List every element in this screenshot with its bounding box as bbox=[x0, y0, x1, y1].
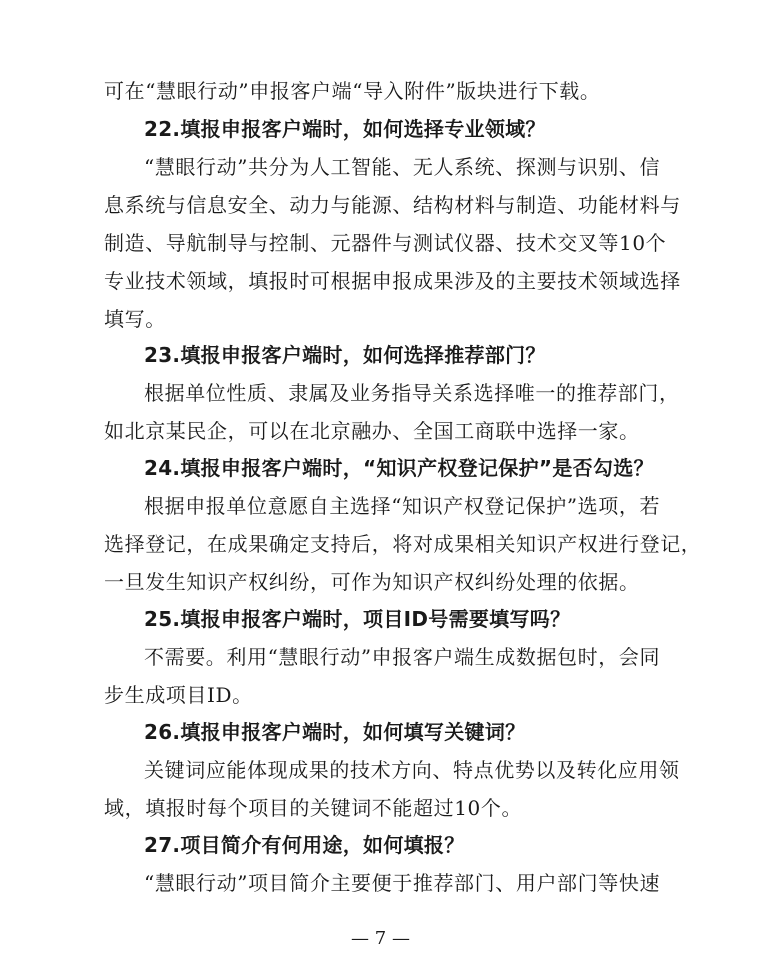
paragraph-line: 如北京某民企，可以在北京融办、全国工商联中选择一家。 bbox=[104, 419, 640, 443]
question-heading-22: 22.填报申报客户端时，如何选择专业领域？ bbox=[144, 117, 546, 141]
paragraph-line: 根据单位性质、隶属及业务指导关系选择唯一的推荐部门， bbox=[144, 381, 680, 405]
question-heading-26: 26.填报申报客户端时，如何填写关键词？ bbox=[144, 720, 526, 744]
paragraph-line: “慧眼行动”项目简介主要便于推荐部门、用户部门等快速 bbox=[144, 871, 661, 895]
page-number: — 7 — bbox=[351, 928, 410, 949]
question-heading-27: 27.项目简介有何用途，如何填报？ bbox=[144, 833, 465, 857]
question-heading-24: 24.填报申报客户端时，“知识产权登记保护”是否勾选？ bbox=[144, 456, 654, 480]
paragraph-line: 可在“慧眼行动”申报客户端“导入附件”版块进行下载。 bbox=[104, 79, 601, 103]
paragraph-line: 填写。 bbox=[104, 307, 166, 331]
paragraph-line: “慧眼行动”共分为人工智能、无人系统、探测与识别、信 bbox=[144, 155, 661, 179]
paragraph-line: 一旦发生知识产权纠纷，可作为知识产权纠纷处理的依据。 bbox=[104, 570, 640, 594]
paragraph-line: 步生成项目ID。 bbox=[104, 683, 253, 707]
question-heading-23: 23.填报申报客户端时，如何选择推荐部门？ bbox=[144, 343, 546, 367]
paragraph-line: 关键词应能体现成果的技术方向、特点优势以及转化应用领 bbox=[144, 758, 680, 782]
paragraph-line: 息系统与信息安全、动力与能源、结构材料与制造、功能材料与 bbox=[104, 193, 681, 217]
paragraph-line: 专业技术领域，填报时可根据申报成果涉及的主要技术领域选择 bbox=[104, 269, 681, 293]
paragraph-line: 制造、导航制导与控制、元器件与测试仪器、技术交叉等10个 bbox=[104, 231, 667, 255]
paragraph-line: 选择登记，在成果确定支持后，将对成果相关知识产权进行登记， bbox=[104, 532, 702, 556]
question-heading-25: 25.填报申报客户端时，项目ID号需要填写吗？ bbox=[144, 607, 571, 631]
paragraph-line: 域，填报时每个项目的关键词不能超过10个。 bbox=[104, 796, 523, 820]
paragraph-line: 根据申报单位意愿自主选择“知识产权登记保护”选项，若 bbox=[144, 494, 661, 518]
paragraph-line: 不需要。利用“慧眼行动”申报客户端生成数据包时，会同 bbox=[144, 645, 661, 669]
